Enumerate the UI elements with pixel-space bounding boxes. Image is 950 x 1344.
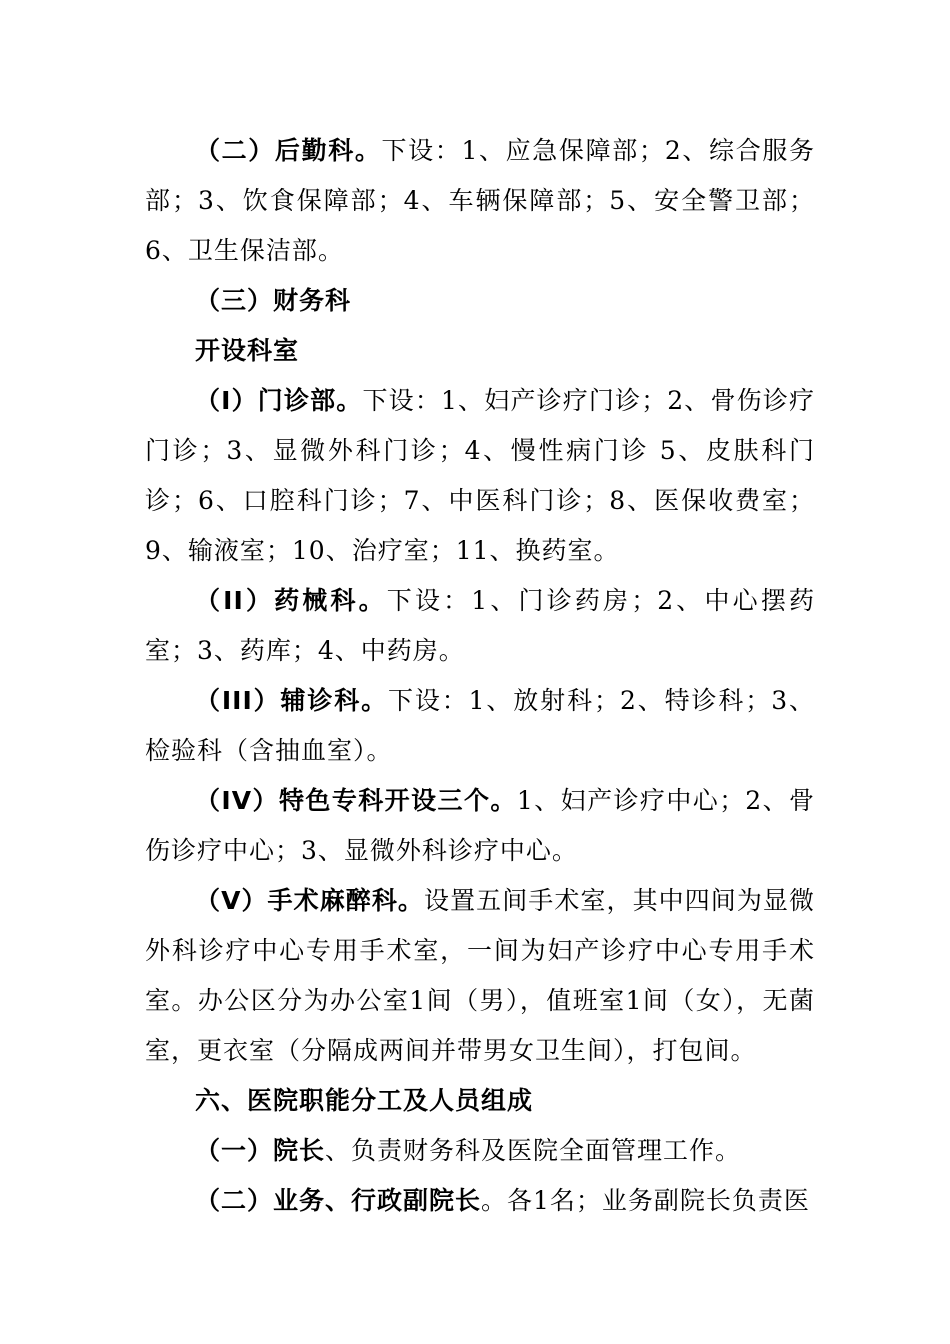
paragraph-vice-president	[145, 1176, 815, 1226]
heading-finance: （三）财务科	[195, 286, 352, 315]
heading-logistics: （二）后勤科。	[195, 136, 382, 165]
document-body	[145, 126, 815, 1226]
text-president: 、负责财务科及医院全面管理工作。	[325, 1136, 742, 1165]
text-pharmacy: 下设：1、门诊药房；2、中心摆药室；3、药库；4、中药房。	[145, 586, 815, 665]
paragraph-pharmacy	[145, 576, 815, 676]
text-vice-president: 。各1名；业务副院长负责医	[481, 1186, 810, 1215]
heading-surgery: （V）手术麻醉科。	[195, 886, 424, 915]
heading-outpatient: （I）门诊部。	[195, 386, 363, 415]
text-surgery: 设置五间手术室，其中四间为显微外科诊疗中心专用手术室，一间为妇产诊疗中心专用手术室。办公区分为办公室1间（男），值班室1间（女），无菌室，更衣室（分隔成两间并带男女卫生间），打包间。	[145, 886, 815, 1065]
heading-section-six: 六、医院职能分工及人员组成	[195, 1086, 534, 1115]
text-outpatient: 下设：1、妇产诊疗门诊；2、骨伤诊疗门诊；3、显微外科门诊；4、慢性病门诊 5、皮肤科门诊；6、口腔科门诊；7、中医科门诊；8、医保收费室；9、输液室；10、治疗室；11、换药室。	[145, 386, 815, 565]
heading-vice-president: （二）业务、行政副院长	[195, 1186, 482, 1215]
paragraph-surgery	[145, 876, 815, 1076]
heading-pharmacy: （II）药械科。	[195, 586, 387, 615]
heading-auxiliary: （III）辅诊科。	[195, 686, 389, 715]
paragraph-outpatient	[145, 376, 815, 576]
paragraph-president	[145, 1126, 815, 1176]
heading-president: （一）院长	[195, 1136, 326, 1165]
heading-departments: 开设科室	[195, 336, 300, 365]
text-specialty: 1、妇产诊疗中心；2、骨伤诊疗中心；3、显微外科诊疗中心。	[145, 786, 816, 865]
paragraph-specialty	[145, 776, 815, 876]
paragraph-logistics	[145, 126, 815, 276]
text-logistics: 下设：1、应急保障部；2、综合服务部；3、饮食保障部；4、车辆保障部；5、安全警卫部；6、卫生保洁部。	[145, 136, 815, 265]
heading-specialty: （IV）特色专科开设三个。	[195, 786, 517, 815]
paragraph-auxiliary	[145, 676, 815, 776]
text-auxiliary: 下设：1、放射科；2、特诊科；3、检验科（含抽血室）。	[145, 686, 815, 765]
